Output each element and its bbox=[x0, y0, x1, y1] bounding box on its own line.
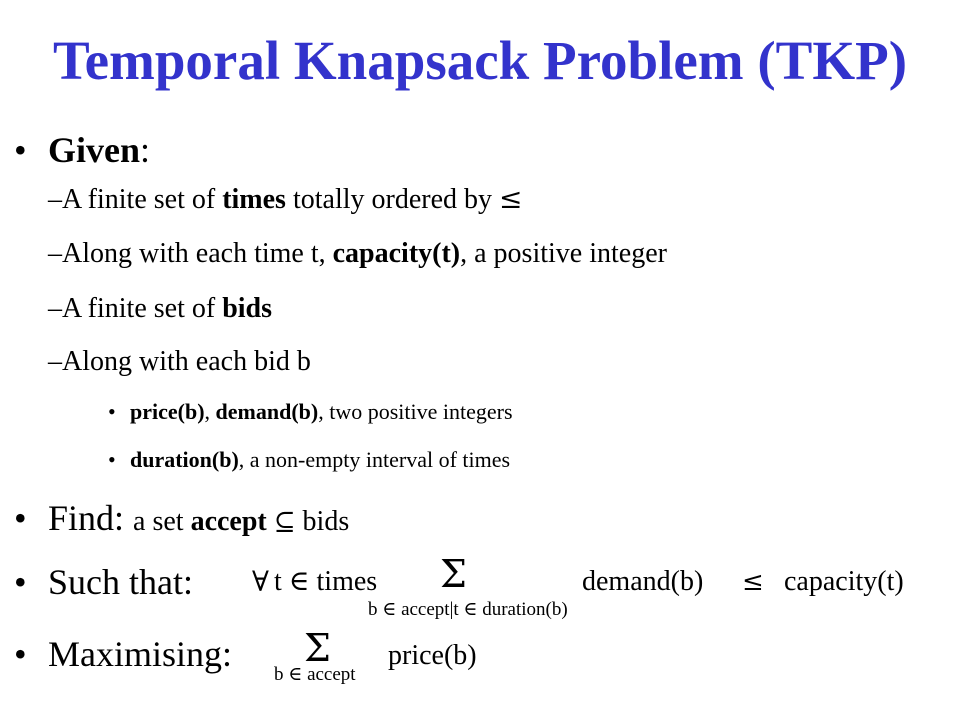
given-item-2-post: , a positive integer bbox=[460, 238, 667, 269]
given-label: Given bbox=[48, 130, 141, 170]
slide-title: Temporal Knapsack Problem (TKP) bbox=[52, 30, 908, 91]
given-heading bbox=[48, 128, 150, 172]
bullet-such-that: • bbox=[14, 562, 27, 602]
given-subitem-2-post: , a non-empty interval of times bbox=[238, 447, 511, 472]
find-line bbox=[48, 496, 349, 544]
given-subitem-2 bbox=[130, 446, 510, 474]
leq-symbol: ≤ bbox=[742, 567, 764, 597]
given-item-1-bold: times bbox=[222, 184, 286, 215]
forall-symbol: ∀ bbox=[252, 565, 269, 598]
price-term: price(b) bbox=[388, 640, 477, 671]
bullet-find: • bbox=[14, 498, 27, 538]
subitem-sep: , bbox=[204, 399, 216, 424]
find-post: bids bbox=[295, 506, 350, 537]
t-in-times: t ∈ times bbox=[274, 566, 378, 597]
given-colon: : bbox=[140, 130, 151, 170]
demand-b: demand(b) bbox=[215, 399, 319, 424]
sigma-symbol: Σ bbox=[440, 552, 467, 596]
given-item-2 bbox=[48, 236, 667, 272]
given-item-3-pre: A finite set of bbox=[62, 293, 223, 324]
bullet-maximising: • bbox=[14, 634, 27, 674]
given-subitem-1-post: , two positive integers bbox=[318, 399, 513, 424]
dash-marker: – bbox=[48, 184, 62, 215]
price-b: price(b) bbox=[130, 399, 205, 424]
find-accept: accept bbox=[190, 506, 267, 537]
given-item-4-pre: Along with each bid b bbox=[62, 346, 311, 377]
leq-symbol: ≤ bbox=[499, 182, 523, 215]
given-item-3-bold: bids bbox=[222, 293, 273, 324]
maximising-label: Maximising: bbox=[48, 634, 233, 674]
dash-marker: – bbox=[48, 346, 62, 377]
bullet-given: • bbox=[14, 130, 27, 170]
find-label: Find: bbox=[48, 498, 134, 538]
dash-marker: – bbox=[48, 293, 62, 324]
given-item-2-bold: capacity(t) bbox=[332, 238, 461, 269]
subseteq-symbol: ⊆ bbox=[273, 507, 296, 537]
sigma-symbol: Σ bbox=[304, 626, 331, 670]
given-item-4 bbox=[48, 344, 311, 380]
given-subitem-1 bbox=[130, 398, 513, 426]
dash-marker: – bbox=[48, 238, 62, 269]
duration-b: duration(b) bbox=[130, 447, 239, 472]
given-item-1-pre: A finite set of bbox=[62, 184, 223, 215]
sum-subscript: b ∈ accept|t ∈ duration(b) bbox=[368, 599, 568, 620]
given-item-3 bbox=[48, 291, 272, 327]
such-that-label: Such that: bbox=[48, 562, 193, 602]
demand-term: demand(b) bbox=[582, 566, 704, 597]
find-pre: a set bbox=[133, 506, 191, 537]
given-item-1-post: totally ordered by bbox=[285, 184, 500, 215]
capacity-term: capacity(t) bbox=[784, 566, 904, 597]
given-item-2-pre: Along with each time t, bbox=[62, 238, 333, 269]
max-subscript: b ∈ accept bbox=[274, 664, 356, 685]
given-item-1 bbox=[48, 181, 523, 218]
sub-bullet-2: • bbox=[108, 447, 116, 472]
sub-bullet-1: • bbox=[108, 399, 116, 424]
